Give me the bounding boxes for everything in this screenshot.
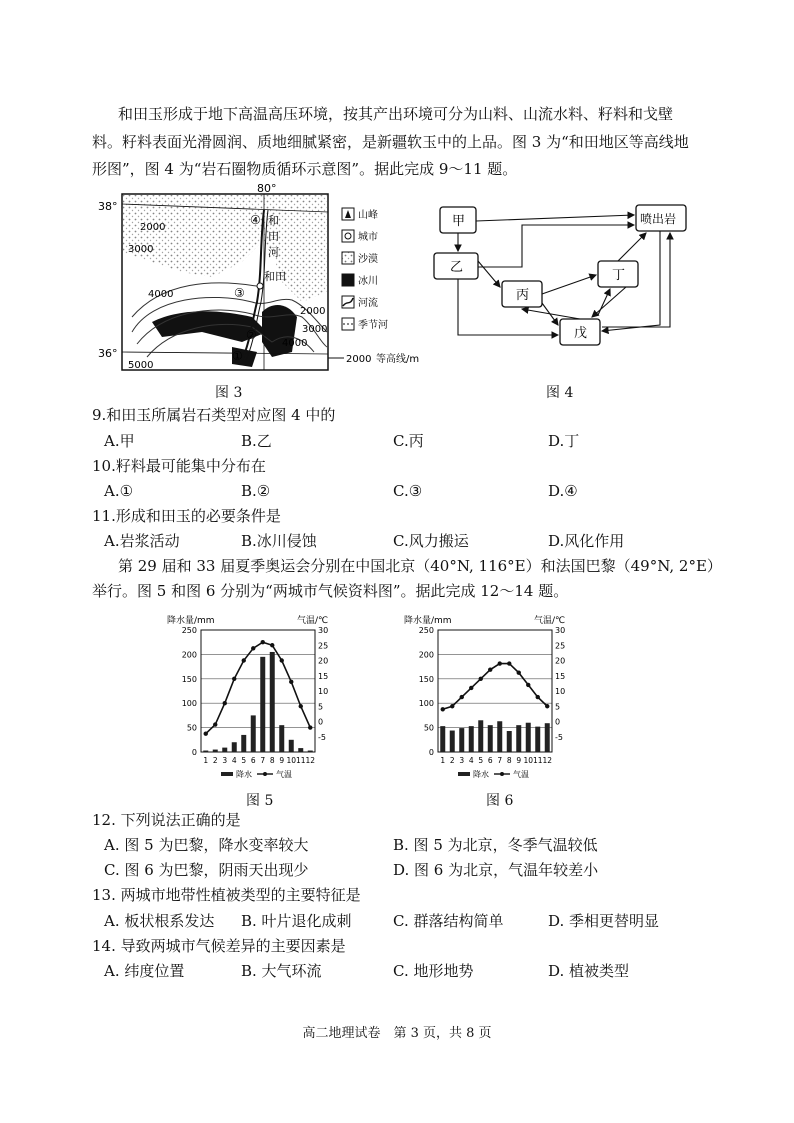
node-volcanic: 喷出岩 bbox=[640, 212, 677, 226]
month-tick-label: 12 bbox=[542, 756, 553, 765]
right-axis-label: 气温/℃ bbox=[534, 616, 566, 626]
right-tick-label: -5 bbox=[318, 732, 326, 742]
map-legend bbox=[328, 208, 419, 365]
contour-label: 3000 bbox=[128, 244, 154, 255]
temperature-point bbox=[450, 704, 454, 708]
precip-bar bbox=[260, 657, 265, 752]
temperature-point bbox=[507, 661, 511, 665]
svg-text:城市: 城市 bbox=[358, 232, 378, 243]
figure-6-climate-chart bbox=[402, 612, 592, 790]
q14-option-b[interactable]: B. 大气环流 bbox=[241, 962, 322, 980]
month-tick-label: 6 bbox=[487, 756, 493, 765]
left-tick-label: 50 bbox=[186, 723, 197, 733]
month-tick-label: 2 bbox=[212, 756, 218, 765]
right-tick-label: 5 bbox=[318, 702, 324, 712]
lat-36-label: 36° bbox=[98, 347, 118, 360]
lat-38-label: 38° bbox=[98, 200, 118, 213]
right-tick-label: 30 bbox=[318, 626, 329, 635]
q12-option-b[interactable]: B. 图 5 为北京，冬季气温较低 bbox=[393, 836, 598, 854]
svg-text:2000: 2000 bbox=[346, 354, 372, 365]
contour-label: 5000 bbox=[128, 360, 154, 371]
precip-bar bbox=[213, 750, 218, 752]
left-axis-label: 降水量/mm bbox=[404, 616, 452, 626]
figure-5-caption: 图 5 bbox=[246, 793, 274, 809]
right-tick-label: 20 bbox=[555, 656, 566, 666]
legend-temp-dot bbox=[500, 772, 504, 776]
temperature-point bbox=[270, 643, 274, 647]
node-wu: 戊 bbox=[574, 326, 588, 341]
q14-option-a[interactable]: A. 纬度位置 bbox=[104, 962, 185, 980]
right-tick-label: -5 bbox=[555, 732, 563, 742]
q9-option-a[interactable]: A.甲 bbox=[104, 432, 135, 450]
legend-precip-label: 降水 bbox=[236, 770, 252, 779]
q12-option-c[interactable]: C. 图 6 为巴黎，阴雨天出现少 bbox=[104, 861, 309, 879]
month-tick-label: 11 bbox=[532, 756, 543, 765]
left-tick-label: 50 bbox=[423, 723, 434, 733]
q9-option-c[interactable]: C.丙 bbox=[393, 432, 424, 450]
precip-bar bbox=[440, 726, 445, 752]
svg-text:沙漠: 沙漠 bbox=[358, 254, 378, 265]
precip-bar bbox=[535, 727, 540, 752]
month-tick-label: 11 bbox=[295, 756, 306, 765]
precip-bar bbox=[488, 725, 493, 752]
left-tick-label: 150 bbox=[418, 674, 434, 684]
river-name: 田 bbox=[268, 230, 279, 243]
right-tick-label: 30 bbox=[555, 626, 566, 635]
left-tick-label: 100 bbox=[418, 699, 434, 709]
month-tick-label: 10 bbox=[286, 756, 297, 765]
contour-label: 2000 bbox=[300, 306, 326, 317]
svg-text:山峰: 山峰 bbox=[358, 210, 378, 221]
q12-option-a[interactable]: A. 图 5 为巴黎，降水变率较大 bbox=[104, 836, 309, 854]
left-tick-label: 0 bbox=[191, 748, 197, 757]
figure-4-rock-cycle bbox=[430, 195, 690, 355]
lon-80-label: 80° bbox=[257, 182, 277, 195]
question-14: 14. 导致两城市气候差异的主要因素是 bbox=[92, 937, 346, 955]
month-tick-label: 3 bbox=[222, 756, 228, 765]
contour-label: 4000 bbox=[148, 289, 174, 300]
question-9: 9.和田玉所属岩石类型对应图 4 中的 bbox=[92, 406, 336, 424]
q9-option-d[interactable]: D.丁 bbox=[548, 432, 580, 450]
legend-temp-dot bbox=[263, 772, 267, 776]
month-tick-label: 10 bbox=[523, 756, 534, 765]
temperature-point bbox=[213, 722, 217, 726]
temperature-point bbox=[251, 646, 255, 650]
right-axis-label: 气温/℃ bbox=[297, 616, 329, 626]
precip-bar bbox=[241, 735, 246, 752]
q13-option-a[interactable]: A. 板状根系发达 bbox=[104, 912, 215, 930]
month-tick-label: 4 bbox=[231, 756, 237, 765]
q11-option-d[interactable]: D.风化作用 bbox=[548, 532, 625, 550]
temperature-point bbox=[289, 680, 293, 684]
river-name: 和 bbox=[268, 214, 279, 227]
figure-4-caption: 图 4 bbox=[546, 385, 574, 401]
temperature-point bbox=[299, 704, 303, 708]
temperature-point bbox=[526, 683, 530, 687]
temperature-point bbox=[204, 732, 208, 736]
left-tick-label: 200 bbox=[181, 650, 197, 660]
marker-4: ④ bbox=[250, 213, 261, 227]
temperature-point bbox=[469, 686, 473, 690]
node-bing: 丙 bbox=[516, 288, 530, 303]
q9-option-b[interactable]: B.乙 bbox=[241, 432, 272, 450]
precip-bar bbox=[232, 742, 237, 752]
contour-label: 3000 bbox=[302, 324, 328, 335]
marker-2: ② bbox=[246, 328, 257, 342]
right-tick-label: 0 bbox=[555, 717, 561, 727]
precip-bar bbox=[526, 723, 531, 752]
temperature-line bbox=[443, 664, 548, 710]
month-tick-label: 9 bbox=[516, 756, 522, 765]
temperature-point bbox=[308, 725, 312, 729]
q11-option-b[interactable]: B.冰川侵蚀 bbox=[241, 532, 317, 550]
month-tick-label: 3 bbox=[459, 756, 465, 765]
page-footer: 高二地理试卷 第 3 页，共 8 页 bbox=[302, 1026, 492, 1041]
month-tick-label: 5 bbox=[478, 756, 484, 765]
q13-option-d[interactable]: D. 季相更替明显 bbox=[548, 912, 660, 930]
svg-text:季节河: 季节河 bbox=[358, 320, 388, 331]
month-tick-label: 5 bbox=[241, 756, 247, 765]
temperature-point bbox=[232, 677, 236, 681]
precip-bar bbox=[203, 751, 208, 752]
temperature-point bbox=[261, 640, 265, 644]
precip-bar bbox=[469, 726, 474, 752]
question-13: 13. 两城市地带性植被类型的主要特征是 bbox=[92, 886, 361, 904]
svg-text:冰川: 冰川 bbox=[358, 276, 378, 287]
q11-option-a[interactable]: A.岩浆活动 bbox=[104, 532, 180, 550]
precip-bar bbox=[289, 740, 294, 752]
precip-bar bbox=[545, 723, 550, 752]
precip-bar bbox=[450, 731, 455, 752]
legend-temp-label: 气温 bbox=[513, 770, 529, 779]
intro-line-3: 形图”，图 4 为“岩石圈物质循环示意图”。据此完成 9～11 题。 bbox=[92, 160, 518, 178]
temperature-point bbox=[545, 704, 549, 708]
river-name: 河 bbox=[268, 246, 279, 259]
right-tick-label: 0 bbox=[318, 717, 324, 727]
intro-line-2: 料。籽料表面光滑圆润、质地细腻紧密，是新疆软玉中的上品。图 3 为“和田地区等高线地 bbox=[92, 133, 689, 151]
temperature-line bbox=[206, 642, 311, 734]
question-11: 11.形成和田玉的必要条件是 bbox=[92, 507, 281, 525]
svg-text:等高线/m: 等高线/m bbox=[376, 354, 420, 365]
q13-option-c[interactable]: C. 群落结构简单 bbox=[393, 912, 504, 930]
legend-temp-label: 气温 bbox=[276, 770, 292, 779]
precip-bar bbox=[497, 721, 502, 752]
precip-bar bbox=[222, 748, 227, 752]
q10-option-b[interactable]: B.② bbox=[241, 482, 271, 500]
q10-option-d[interactable]: D.④ bbox=[548, 482, 578, 500]
q10-option-a[interactable]: A.① bbox=[104, 482, 134, 500]
q13-option-b[interactable]: B. 叶片退化成刺 bbox=[241, 912, 352, 930]
precip-bar bbox=[251, 715, 256, 752]
month-tick-label: 9 bbox=[279, 756, 285, 765]
month-tick-label: 8 bbox=[269, 756, 275, 765]
precip-bar bbox=[507, 731, 512, 752]
question-12: 12. 下列说法正确的是 bbox=[92, 811, 241, 829]
marker-1: ① bbox=[232, 349, 243, 363]
month-tick-label: 6 bbox=[250, 756, 256, 765]
right-tick-label: 25 bbox=[318, 641, 329, 651]
q14-option-c[interactable]: C. 地形地势 bbox=[393, 962, 474, 980]
figure-3-caption: 图 3 bbox=[215, 385, 243, 401]
left-tick-label: 150 bbox=[181, 674, 197, 684]
intro2-line-2: 举行。图 5 和图 6 分别为“两城市气候资料图”。据此完成 12～14 题。 bbox=[92, 582, 569, 600]
month-tick-label: 8 bbox=[506, 756, 512, 765]
precip-bar bbox=[478, 720, 483, 752]
right-tick-label: 10 bbox=[318, 687, 329, 696]
precip-bar bbox=[298, 748, 303, 752]
month-tick-label: 7 bbox=[497, 756, 503, 765]
node-jia: 甲 bbox=[452, 214, 466, 229]
node-ding: 丁 bbox=[612, 268, 626, 283]
temperature-point bbox=[441, 707, 445, 711]
plot-frame bbox=[438, 630, 552, 752]
temperature-point bbox=[479, 677, 483, 681]
precip-bar bbox=[516, 725, 521, 752]
right-tick-label: 15 bbox=[318, 671, 329, 681]
question-10: 10.籽料最可能集中分布在 bbox=[92, 457, 266, 475]
q10-option-c[interactable]: C.③ bbox=[393, 482, 423, 500]
left-tick-label: 200 bbox=[418, 650, 434, 660]
node-yi: 乙 bbox=[450, 260, 464, 275]
marker-3: ③ bbox=[234, 286, 245, 300]
left-axis-label: 降水量/mm bbox=[167, 616, 215, 626]
intro-line-1: 和田玉形成于地下高温高压环境，按其产出环境可分为山料、山流水料、籽料和戈壁 bbox=[118, 105, 674, 123]
temperature-point bbox=[280, 658, 284, 662]
month-tick-label: 7 bbox=[260, 756, 266, 765]
legend-precip-swatch bbox=[458, 772, 470, 776]
temperature-point bbox=[517, 671, 521, 675]
precip-bar bbox=[459, 728, 464, 752]
temperature-point bbox=[488, 667, 492, 671]
temperature-point bbox=[498, 661, 502, 665]
month-tick-label: 2 bbox=[449, 756, 455, 765]
legend-precip-label: 降水 bbox=[473, 770, 489, 779]
q11-option-c[interactable]: C.风力搬运 bbox=[393, 532, 469, 550]
left-tick-label: 250 bbox=[181, 626, 197, 635]
figure-3-map bbox=[92, 182, 432, 378]
left-tick-label: 250 bbox=[418, 626, 434, 635]
month-tick-label: 12 bbox=[305, 756, 316, 765]
temperature-point bbox=[223, 701, 227, 705]
month-tick-label: 1 bbox=[203, 756, 209, 765]
right-tick-label: 20 bbox=[318, 656, 329, 666]
left-tick-label: 100 bbox=[181, 699, 197, 709]
right-tick-label: 15 bbox=[555, 671, 566, 681]
plot-frame bbox=[201, 630, 315, 752]
intro2-line-1: 第 29 届和 33 届夏季奥运会分别在中国北京（40°N, 116°E）和法国巴黎（49°N, 2°E） bbox=[118, 557, 722, 575]
precip-bar bbox=[270, 652, 275, 752]
legend-precip-swatch bbox=[221, 772, 233, 776]
city-name: 和田 bbox=[264, 270, 286, 283]
figure-6-caption: 图 6 bbox=[486, 793, 514, 809]
month-tick-label: 1 bbox=[440, 756, 446, 765]
contour-label: 4000 bbox=[282, 338, 308, 349]
precip-bar bbox=[308, 751, 313, 752]
right-tick-label: 5 bbox=[555, 702, 561, 712]
left-tick-label: 0 bbox=[428, 748, 434, 757]
temperature-point bbox=[536, 695, 540, 699]
right-tick-label: 25 bbox=[555, 641, 566, 651]
figure-5-climate-chart bbox=[165, 612, 355, 790]
month-tick-label: 4 bbox=[468, 756, 474, 765]
right-tick-label: 10 bbox=[555, 687, 566, 696]
svg-text:河流: 河流 bbox=[358, 298, 378, 309]
q14-option-d[interactable]: D. 植被类型 bbox=[548, 962, 630, 980]
precip-bar bbox=[279, 725, 284, 752]
city-marker bbox=[257, 283, 263, 289]
temperature-point bbox=[460, 695, 464, 699]
q12-option-d[interactable]: D. 图 6 为北京，气温年较差小 bbox=[393, 861, 599, 879]
temperature-point bbox=[242, 658, 246, 662]
contour-label: 2000 bbox=[140, 222, 166, 233]
